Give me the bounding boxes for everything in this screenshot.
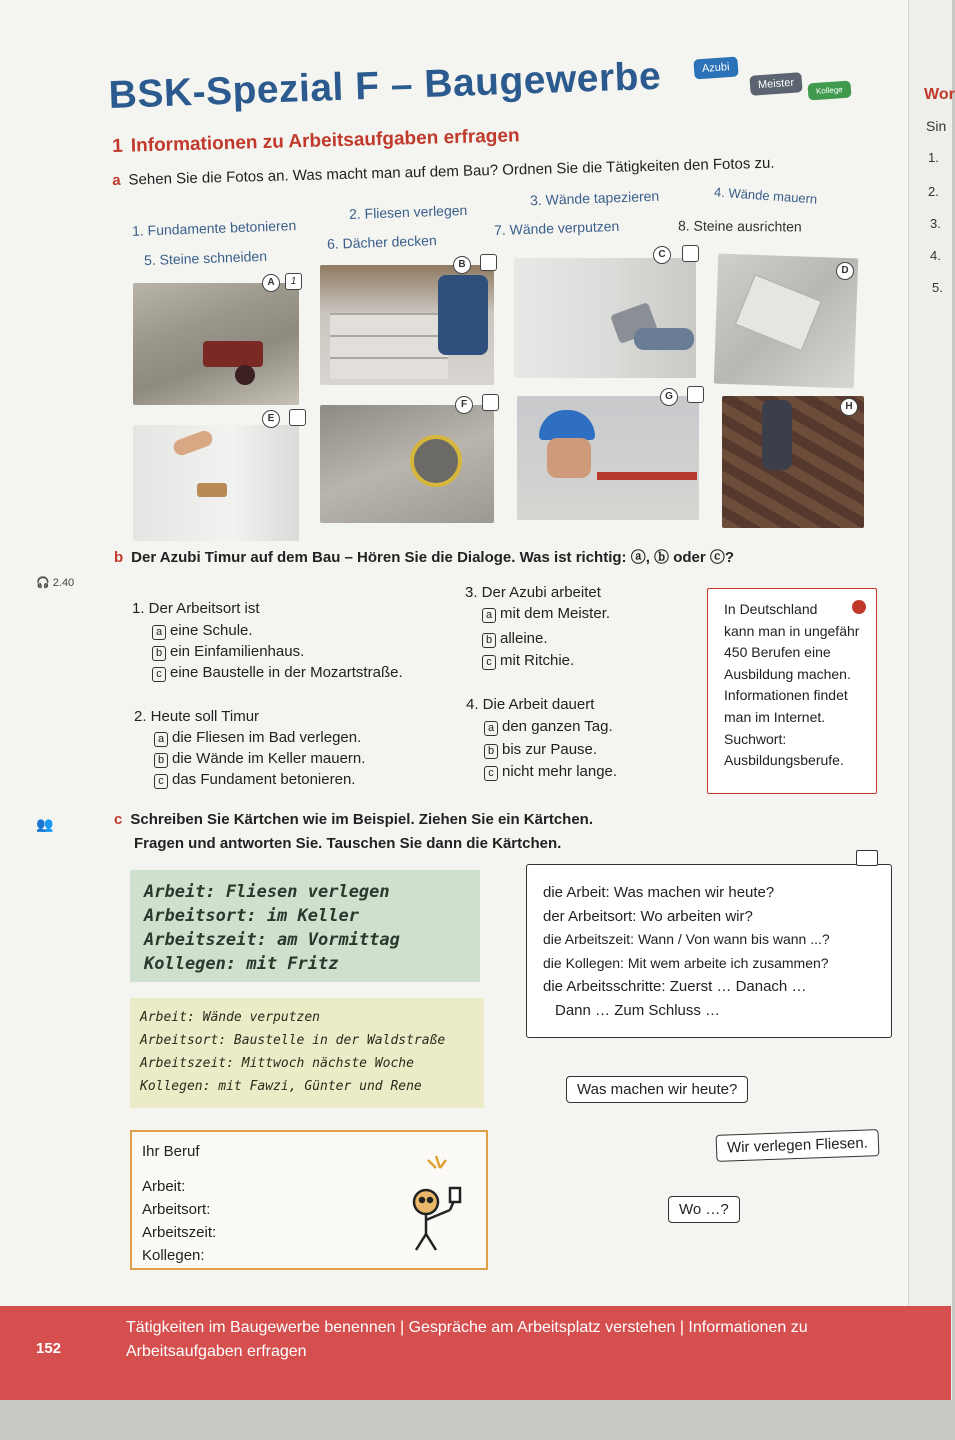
option-letter: a — [482, 608, 496, 623]
right-margin-text: 1. — [928, 150, 939, 165]
speech-icon — [856, 850, 878, 866]
activity-item: 4. Wände mauern — [713, 184, 818, 207]
card-line: Arbeit: Wände verputzen — [140, 1010, 321, 1025]
option-letter: a — [154, 732, 168, 747]
card-line: Arbeit: Fliesen verlegen — [144, 882, 390, 902]
audio-track-label[interactable]: 🎧 2.40 — [36, 577, 75, 589]
activity-item: 2. Fliesen verlegen — [348, 201, 468, 223]
card-line: Arbeitsort: im Keller — [144, 906, 359, 926]
question-line: die Arbeitsschritte: Zuerst … Danach … — [543, 978, 807, 995]
next-page-edge — [908, 0, 952, 1400]
badge-meister: Meister — [749, 72, 802, 96]
question-4-option-b[interactable] — [484, 741, 597, 759]
example-card-green — [130, 870, 480, 982]
question-2: 2. Heute soll Timur — [134, 708, 260, 725]
right-margin-text: Wor — [924, 86, 955, 103]
card-line: Arbeitszeit: Mittwoch nächste Woche — [140, 1056, 414, 1071]
photo-label-c: C — [653, 246, 671, 264]
option-text: nicht mehr lange. — [502, 763, 618, 780]
activity-item: 8. Steine ausrichten — [677, 217, 802, 235]
question-1: 1. Der Arbeitsort ist — [132, 600, 260, 617]
roofer-shape — [762, 400, 792, 470]
wheelbarrow-shape — [203, 341, 263, 367]
task-text: Schreiben Sie Kärtchen wie im Beispiel. Ziehen Sie ein Kärtchen. — [130, 811, 593, 828]
right-margin-text: 4. — [930, 248, 941, 263]
option-text: eine Baustelle in der Mozartstraße. — [170, 664, 403, 681]
info-line: Suchwort: — [724, 730, 787, 747]
option-text: den ganzen Tag. — [502, 718, 613, 735]
activity-item: 7. Wände verputzen — [493, 217, 620, 239]
option-letter: b — [152, 646, 166, 661]
photo-wallpapering — [133, 425, 299, 541]
thinking-person-icon — [396, 1150, 476, 1254]
wheelbarrow-wheel — [235, 365, 255, 385]
photo-concrete-pouring — [133, 283, 299, 405]
question-3-option-b[interactable] — [482, 630, 548, 648]
grinder-disc-shape — [410, 435, 462, 487]
activity-item: 3. Wände tapezieren — [529, 187, 660, 209]
worker-shape — [438, 275, 488, 355]
photo-plastering — [514, 258, 696, 378]
section-title: Informationen zu Arbeitsaufgaben erfragen — [130, 125, 520, 157]
question-4-option-a[interactable] — [484, 718, 613, 736]
question-line: die Arbeitszeit: Wann / Von wann bis wann ...? — [543, 931, 830, 947]
question-1-option-b[interactable] — [152, 643, 304, 661]
photo-label-h: H — [840, 398, 858, 416]
tile-shape — [735, 274, 822, 351]
arm-shape — [634, 328, 694, 350]
card-line: Kollegen: mit Fawzi, Günter und Rene — [140, 1079, 422, 1094]
footer-line: Tätigkeiten im Baugewerbe benennen | Gespräche am Arbeitsplatz verstehen | Informationen zu — [126, 1319, 808, 1336]
option-letter: c — [152, 667, 166, 682]
info-line: kann man in ungefähr — [724, 622, 860, 639]
task-text: Der Azubi Timur auf dem Bau – Hören Sie die Dialoge. Was ist richtig: ⓐ, ⓑ oder ⓒ? — [131, 549, 735, 566]
question-3-option-c[interactable] — [482, 652, 574, 670]
photo-label-b: B — [453, 256, 471, 274]
photo-answer-box-g[interactable] — [687, 386, 704, 403]
photo-answer-box-e[interactable] — [289, 409, 306, 426]
example-card-yellow — [130, 998, 484, 1108]
photo-stone-cutting — [320, 405, 494, 523]
card-field-label: Arbeit: — [142, 1178, 186, 1195]
card-line: Arbeitszeit: am Vormittag — [144, 930, 400, 950]
photo-answer-box-a[interactable]: 1 — [285, 273, 302, 290]
photo-aligning-stones — [517, 396, 699, 520]
photo-answer-box-b[interactable] — [480, 254, 497, 271]
option-letter: a — [152, 625, 166, 640]
questions-box — [526, 864, 892, 1038]
question-3: 3. Der Azubi arbeitet — [465, 584, 601, 601]
speech-bubble-answer: Wir verlegen Fliesen. — [716, 1129, 880, 1162]
task-letter: c — [114, 811, 123, 828]
option-letter: a — [484, 721, 498, 736]
option-letter: b — [484, 744, 498, 759]
footer-learning-goals — [126, 1316, 886, 1364]
brick-wall-shape — [330, 313, 448, 379]
footer-line: Arbeitsaufgaben erfragen — [126, 1343, 307, 1360]
question-line: die Arbeit: Was machen wir heute? — [543, 884, 775, 901]
hand-shape — [171, 429, 214, 458]
right-margin-text: Sin — [926, 118, 947, 134]
option-text: das Fundament betonieren. — [172, 771, 356, 788]
speech-bubble-question: Was machen wir heute? — [566, 1076, 748, 1103]
info-line: In Deutschland — [724, 601, 818, 617]
option-letter: b — [482, 633, 496, 648]
card-line: Kollegen: mit Fritz — [144, 954, 339, 974]
badge-kollege: Kollege — [807, 81, 851, 101]
question-3-option-a[interactable] — [482, 605, 610, 623]
question-2-option-b[interactable] — [154, 750, 365, 768]
option-letter: c — [484, 766, 498, 781]
brush-shape — [197, 483, 227, 497]
speech-bubble-where: Wo …? — [668, 1196, 740, 1223]
question-line: der Arbeitsort: Wo arbeiten wir? — [543, 907, 753, 925]
photo-roofing — [722, 396, 864, 528]
face-shape — [547, 438, 591, 478]
option-text: alleine. — [500, 630, 548, 647]
card-field-label: Kollegen: — [142, 1247, 205, 1264]
question-1-option-c[interactable] — [152, 664, 403, 682]
option-letter: c — [154, 774, 168, 789]
task-c-instruction — [114, 808, 593, 856]
info-box — [707, 588, 877, 794]
hardhat-shape — [539, 410, 595, 440]
card-title: Ihr Beruf — [142, 1143, 200, 1160]
option-text: die Fliesen im Bad verlegen. — [172, 729, 362, 746]
card-field-label: Arbeitszeit: — [142, 1224, 217, 1241]
task-text: Sehen Sie die Fotos an. Was macht man auf dem Bau? Ordnen Sie die Tätigkeiten den Fotos zu. — [128, 154, 775, 189]
info-line: 450 Berufen eine — [724, 644, 831, 661]
task-text: Fragen und antworten Sie. Tauschen Sie dann die Kärtchen. — [134, 835, 562, 852]
info-line: Ausbildungsberufe. — [724, 752, 844, 769]
page-title: BSK-Spezial F – Baugewerbe — [108, 54, 662, 117]
option-text: bis zur Pause. — [502, 741, 598, 758]
photo-answer-box-c[interactable] — [682, 245, 699, 262]
badge-azubi: Azubi — [693, 57, 738, 80]
right-margin-text: 5. — [932, 280, 943, 295]
option-text: ein Einfamilienhaus. — [170, 643, 305, 660]
question-2-option-c[interactable] — [154, 771, 355, 789]
task-b-instruction — [114, 546, 754, 567]
photo-label-g: G — [660, 388, 678, 406]
photo-label-e: E — [262, 410, 280, 428]
right-margin-text: 3. — [930, 216, 941, 231]
activity-item: 5. Steine schneiden — [143, 247, 268, 269]
question-line: die Kollegen: Mit wem arbeite ich zusammen? — [543, 954, 829, 971]
option-text: mit dem Meister. — [500, 605, 611, 622]
photo-label-f: F — [455, 396, 473, 414]
question-4: 4. Die Arbeit dauert — [466, 696, 595, 713]
option-text: die Wände im Keller mauern. — [172, 750, 366, 767]
option-text: mit Ritchie. — [500, 652, 575, 669]
page-number: 152 — [36, 1340, 62, 1357]
option-text: eine Schule. — [170, 622, 253, 639]
question-2-option-a[interactable] — [154, 729, 361, 747]
info-icon — [852, 600, 866, 614]
activity-item: 6. Dächer decken — [326, 232, 437, 252]
option-letter: b — [154, 753, 168, 768]
section-number: 1 — [112, 135, 124, 157]
info-line: man im Internet. — [724, 708, 826, 725]
audio-track-number: 2.40 — [52, 577, 75, 589]
photo-answer-box-f[interactable] — [482, 394, 499, 411]
photo-bricklaying — [320, 265, 494, 385]
task-letter: a — [112, 171, 121, 189]
card-line: Arbeitsort: Baustelle in der Waldstraße — [140, 1033, 446, 1048]
question-4-option-c[interactable] — [484, 763, 617, 781]
photo-label-d: D — [836, 262, 854, 280]
level-tool-shape — [597, 472, 697, 480]
photo-label-a: A — [262, 274, 280, 292]
question-1-option-a[interactable] — [152, 622, 253, 640]
question-line: Dann … Zum Schluss … — [555, 1001, 721, 1019]
option-letter: c — [482, 655, 496, 670]
right-margin-text: 2. — [928, 184, 939, 199]
task-letter: b — [114, 549, 124, 566]
activity-item: 1. Fundamente betonieren — [131, 217, 297, 239]
pair-work-icon: 👥 — [36, 816, 54, 832]
info-line: Ausbildung machen. — [724, 665, 851, 682]
info-line: Informationen findet — [724, 687, 848, 704]
card-field-label: Arbeitsort: — [142, 1201, 211, 1218]
